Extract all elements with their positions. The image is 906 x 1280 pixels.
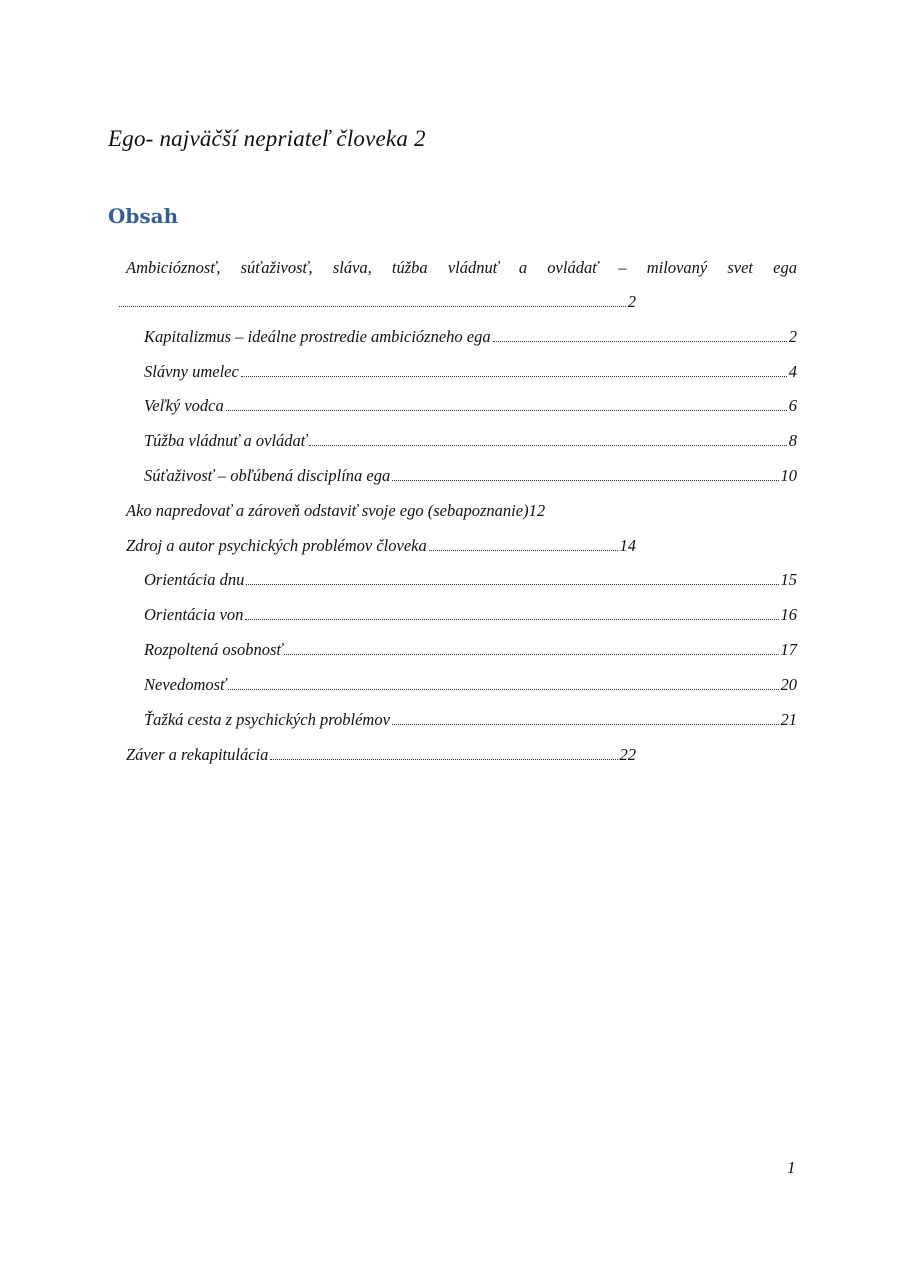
toc-entry-label: Nevedomosť bbox=[144, 675, 227, 694]
toc-word: ega bbox=[773, 258, 797, 277]
dot-leader bbox=[245, 619, 778, 620]
toc-entry-label: Záver a rekapitulácia bbox=[126, 745, 269, 764]
dot-leader bbox=[246, 584, 778, 585]
dot-leader bbox=[241, 376, 787, 377]
toc-entry-label: Túžba vládnuť a ovládať bbox=[144, 431, 307, 450]
toc-entry-label: Súťaživosť – obľúbená disciplína ega bbox=[144, 466, 391, 485]
toc-entry-label: Orientácia von bbox=[144, 605, 244, 624]
toc-entry-label: Slávny umelec bbox=[144, 362, 239, 381]
dot-leader bbox=[309, 445, 787, 446]
toc-word: súťaživosť, bbox=[240, 258, 313, 277]
toc-word: – bbox=[618, 258, 627, 277]
dot-leader bbox=[228, 689, 778, 690]
toc-word: ovládať bbox=[547, 258, 599, 277]
toc-page-number: 16 bbox=[780, 605, 797, 624]
toc-word: vládnuť bbox=[447, 258, 499, 277]
toc-entry-label: Zdroj a autor psychických problémov človeka bbox=[126, 536, 427, 555]
toc-entry[interactable] bbox=[144, 675, 797, 699]
toc-word: milovaný bbox=[646, 258, 708, 277]
toc-entry[interactable] bbox=[126, 536, 636, 560]
dot-leader bbox=[429, 550, 618, 551]
toc-page-number: 12 bbox=[528, 501, 546, 520]
document-title: Ego- najväčší nepriateľ človeka 2 bbox=[108, 126, 426, 151]
dot-leader bbox=[392, 480, 778, 481]
toc-page-number: 8 bbox=[788, 431, 797, 450]
toc-word: svet bbox=[727, 258, 754, 277]
toc-page-number: 22 bbox=[619, 745, 636, 764]
toc-entry[interactable] bbox=[144, 362, 797, 386]
toc-page-number: 21 bbox=[780, 710, 797, 729]
toc-page-number: 2 bbox=[627, 292, 636, 311]
toc-entry[interactable] bbox=[144, 327, 797, 351]
toc-word: sláva, bbox=[332, 258, 372, 277]
toc-entry[interactable] bbox=[144, 431, 797, 455]
dot-leader bbox=[392, 724, 779, 725]
dot-leader bbox=[284, 654, 778, 655]
toc-page-number: 20 bbox=[780, 675, 797, 694]
toc-page-number: 6 bbox=[788, 396, 797, 415]
toc-entry[interactable] bbox=[144, 570, 797, 594]
toc-entry[interactable] bbox=[144, 466, 797, 490]
toc-entry-1-line-1[interactable] bbox=[126, 258, 797, 278]
toc-entry-label: Kapitalizmus – ideálne prostredie ambiciózneho ega bbox=[144, 327, 491, 346]
toc-entry-label: Ťažká cesta z psychických problémov bbox=[144, 710, 390, 729]
dot-leader bbox=[226, 410, 787, 411]
dot-leader bbox=[493, 341, 787, 342]
toc-entry-label: Orientácia dnu bbox=[144, 570, 245, 589]
toc-page-number: 15 bbox=[780, 570, 797, 589]
toc-word: túžba bbox=[391, 258, 428, 277]
toc-entry-label: Veľký vodca bbox=[144, 396, 224, 415]
toc-entry[interactable] bbox=[126, 745, 636, 769]
toc-entry-label: Rozpoltená osobnosť bbox=[144, 640, 283, 659]
toc-entry[interactable] bbox=[126, 501, 686, 525]
toc-page-number: 10 bbox=[780, 466, 797, 485]
toc-entry-label: Ako napredovať a zároveň odstaviť svoje ego (sebapoznanie) bbox=[126, 501, 529, 520]
toc-entry[interactable] bbox=[144, 605, 797, 629]
dot-leader bbox=[270, 759, 617, 760]
toc-heading: Obsah bbox=[108, 204, 179, 228]
toc-entry[interactable] bbox=[144, 640, 797, 664]
toc-page-number: 14 bbox=[619, 536, 636, 555]
toc-entry[interactable] bbox=[144, 710, 797, 734]
toc-entry-1-line-2[interactable] bbox=[117, 292, 636, 316]
toc-page-number: 17 bbox=[780, 640, 797, 659]
dot-leader bbox=[119, 306, 626, 307]
toc-word: a bbox=[518, 258, 528, 277]
toc-entry[interactable] bbox=[144, 396, 797, 420]
page-number: 1 bbox=[787, 1158, 796, 1177]
toc-page-number: 4 bbox=[788, 362, 797, 381]
toc-word: Ambicióznosť, bbox=[126, 258, 221, 277]
toc-page-number: 2 bbox=[788, 327, 797, 346]
